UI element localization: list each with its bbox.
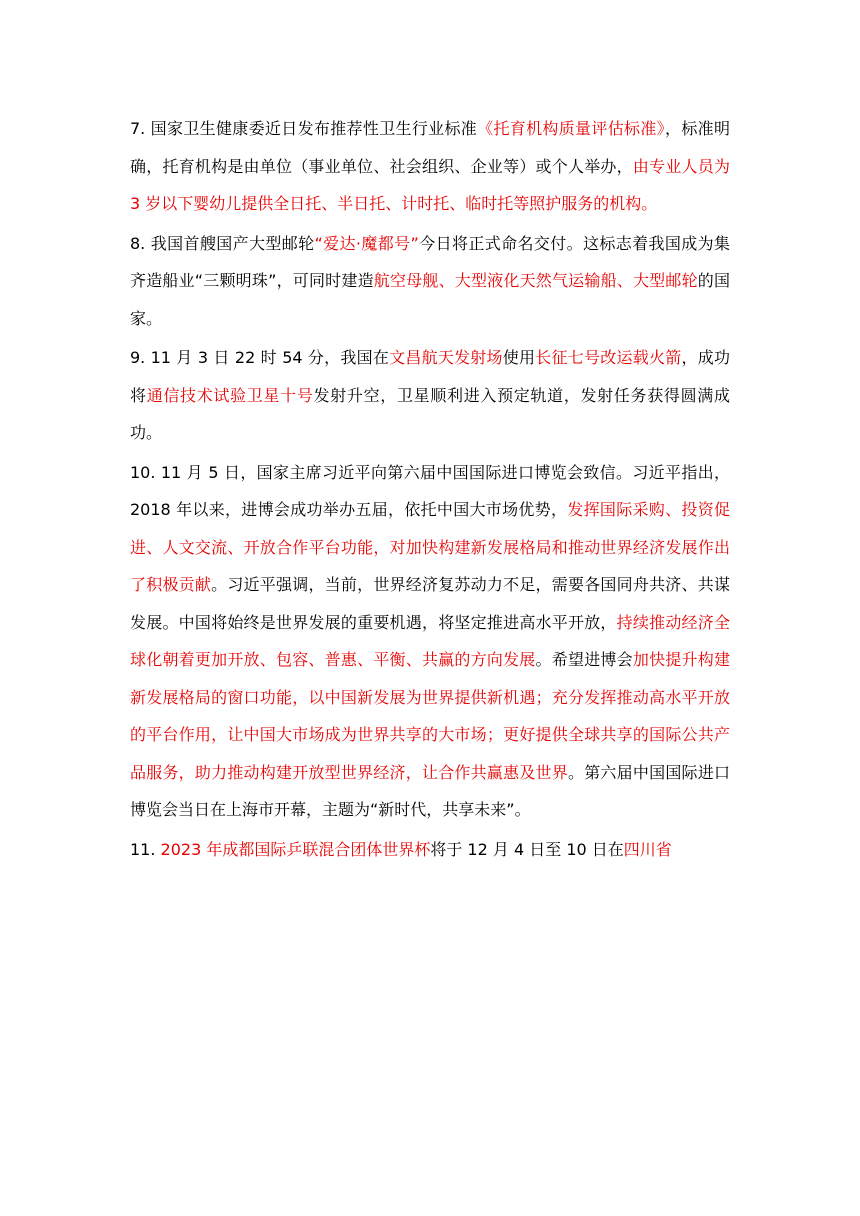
item-7-text-2: ，标准明确，托育机构是由单位（事业单位、社会组织、企业等）或个人举办，	[130, 119, 730, 176]
item-8-highlight-pearls: 航空母舰、大型液化天然气运输船、大型邮轮	[373, 271, 698, 290]
item-10-highlight-platform: 发挥国际采购、投资促进、人文交流、开放合作平台功能，对加快构建新发展格局和推动世界经济发展作出了积极贡献	[130, 500, 730, 594]
item-9-text-1: 9. 11 月 3 日 22 时 54 分，我国在	[130, 348, 390, 367]
item-9-highlight-rocket: 长征七号改运载火箭	[535, 348, 682, 367]
item-9-text-2: 使用	[502, 348, 536, 367]
item-11-text-2: 将于 12 月 4 日至 10 日在	[430, 839, 624, 859]
item-11-highlight-event: 2023 年成都国际乒联混合团体世界杯	[160, 839, 431, 859]
item-9-text-4: 发射升空，卫星顺利进入预定轨道，发射任务获得圆满成功。	[130, 385, 730, 442]
item-10-text-2: 。习近平强调，当前，世界经济复苏动力不足，需要各国同舟共济、共谋发展。中国将始终是世界发展的重要机遇，将坚定推进高水平开放，	[130, 575, 730, 632]
item-7-text-1: 7. 国家卫生健康委近日发布推荐性卫生行业标准	[130, 119, 478, 138]
item-7-highlight-standard: 《托育机构质量评估标准》	[477, 119, 665, 138]
item-10-highlight-hopes: 加快提升构建新发展格局的窗口功能，以中国新发展为世界提供新机遇；充分发挥推动高水平开放的平台作用，让中国大市场成为世界共享的大市场；更好提供全球共享的国际公共产品服务，助力推动构建开放型世界经济，让合作共赢惠及世界	[130, 650, 730, 782]
news-item-10	[130, 454, 730, 829]
item-9-highlight-satellite: 通信技术试验卫星十号	[146, 385, 314, 405]
item-10-text-3: 。希望进博会	[535, 650, 633, 669]
item-8-highlight-ship-name: “爱达·魔都号”	[314, 233, 419, 253]
news-item-8	[130, 225, 730, 338]
item-10-text-1: 10. 11 月 5 日，国家主席习近平向第六届中国国际进口博览会致信。习近平指出，2018 年以来，进博会成功举办五届，依托中国大市场优势，	[130, 462, 730, 519]
news-item-11	[130, 831, 730, 869]
item-7-highlight-definition: 由专业人员为 3 岁以下婴幼儿提供全日托、半日托、计时托、临时托等照护服务的机构。	[130, 156, 730, 213]
item-11-highlight-location: 四川省	[623, 839, 672, 859]
item-9-highlight-launch-site: 文昌航天发射场	[389, 348, 503, 367]
item-8-text-3: 的国家。	[130, 271, 730, 328]
item-10-text-4: 。第六届中国国际进口博览会当日在上海市开幕，主题为“新时代，共享未来”。	[130, 762, 730, 819]
item-8-text-2: 今日将正式命名交付。这标志着我国成为集齐造船业“三颗明珠”，可同时建造	[130, 233, 730, 290]
item-8-text-1: 8. 我国首艘国产大型邮轮	[130, 233, 315, 253]
document-page	[130, 110, 730, 870]
item-10-highlight-globalization: 持续推动经济全球化朝着更加开放、包容、普惠、平衡、共赢的方向发展	[130, 612, 730, 669]
news-item-7	[130, 110, 730, 223]
item-11-text-1: 11.	[130, 839, 161, 859]
item-9-text-3: ，成功将	[130, 348, 730, 405]
news-item-9	[130, 339, 730, 452]
